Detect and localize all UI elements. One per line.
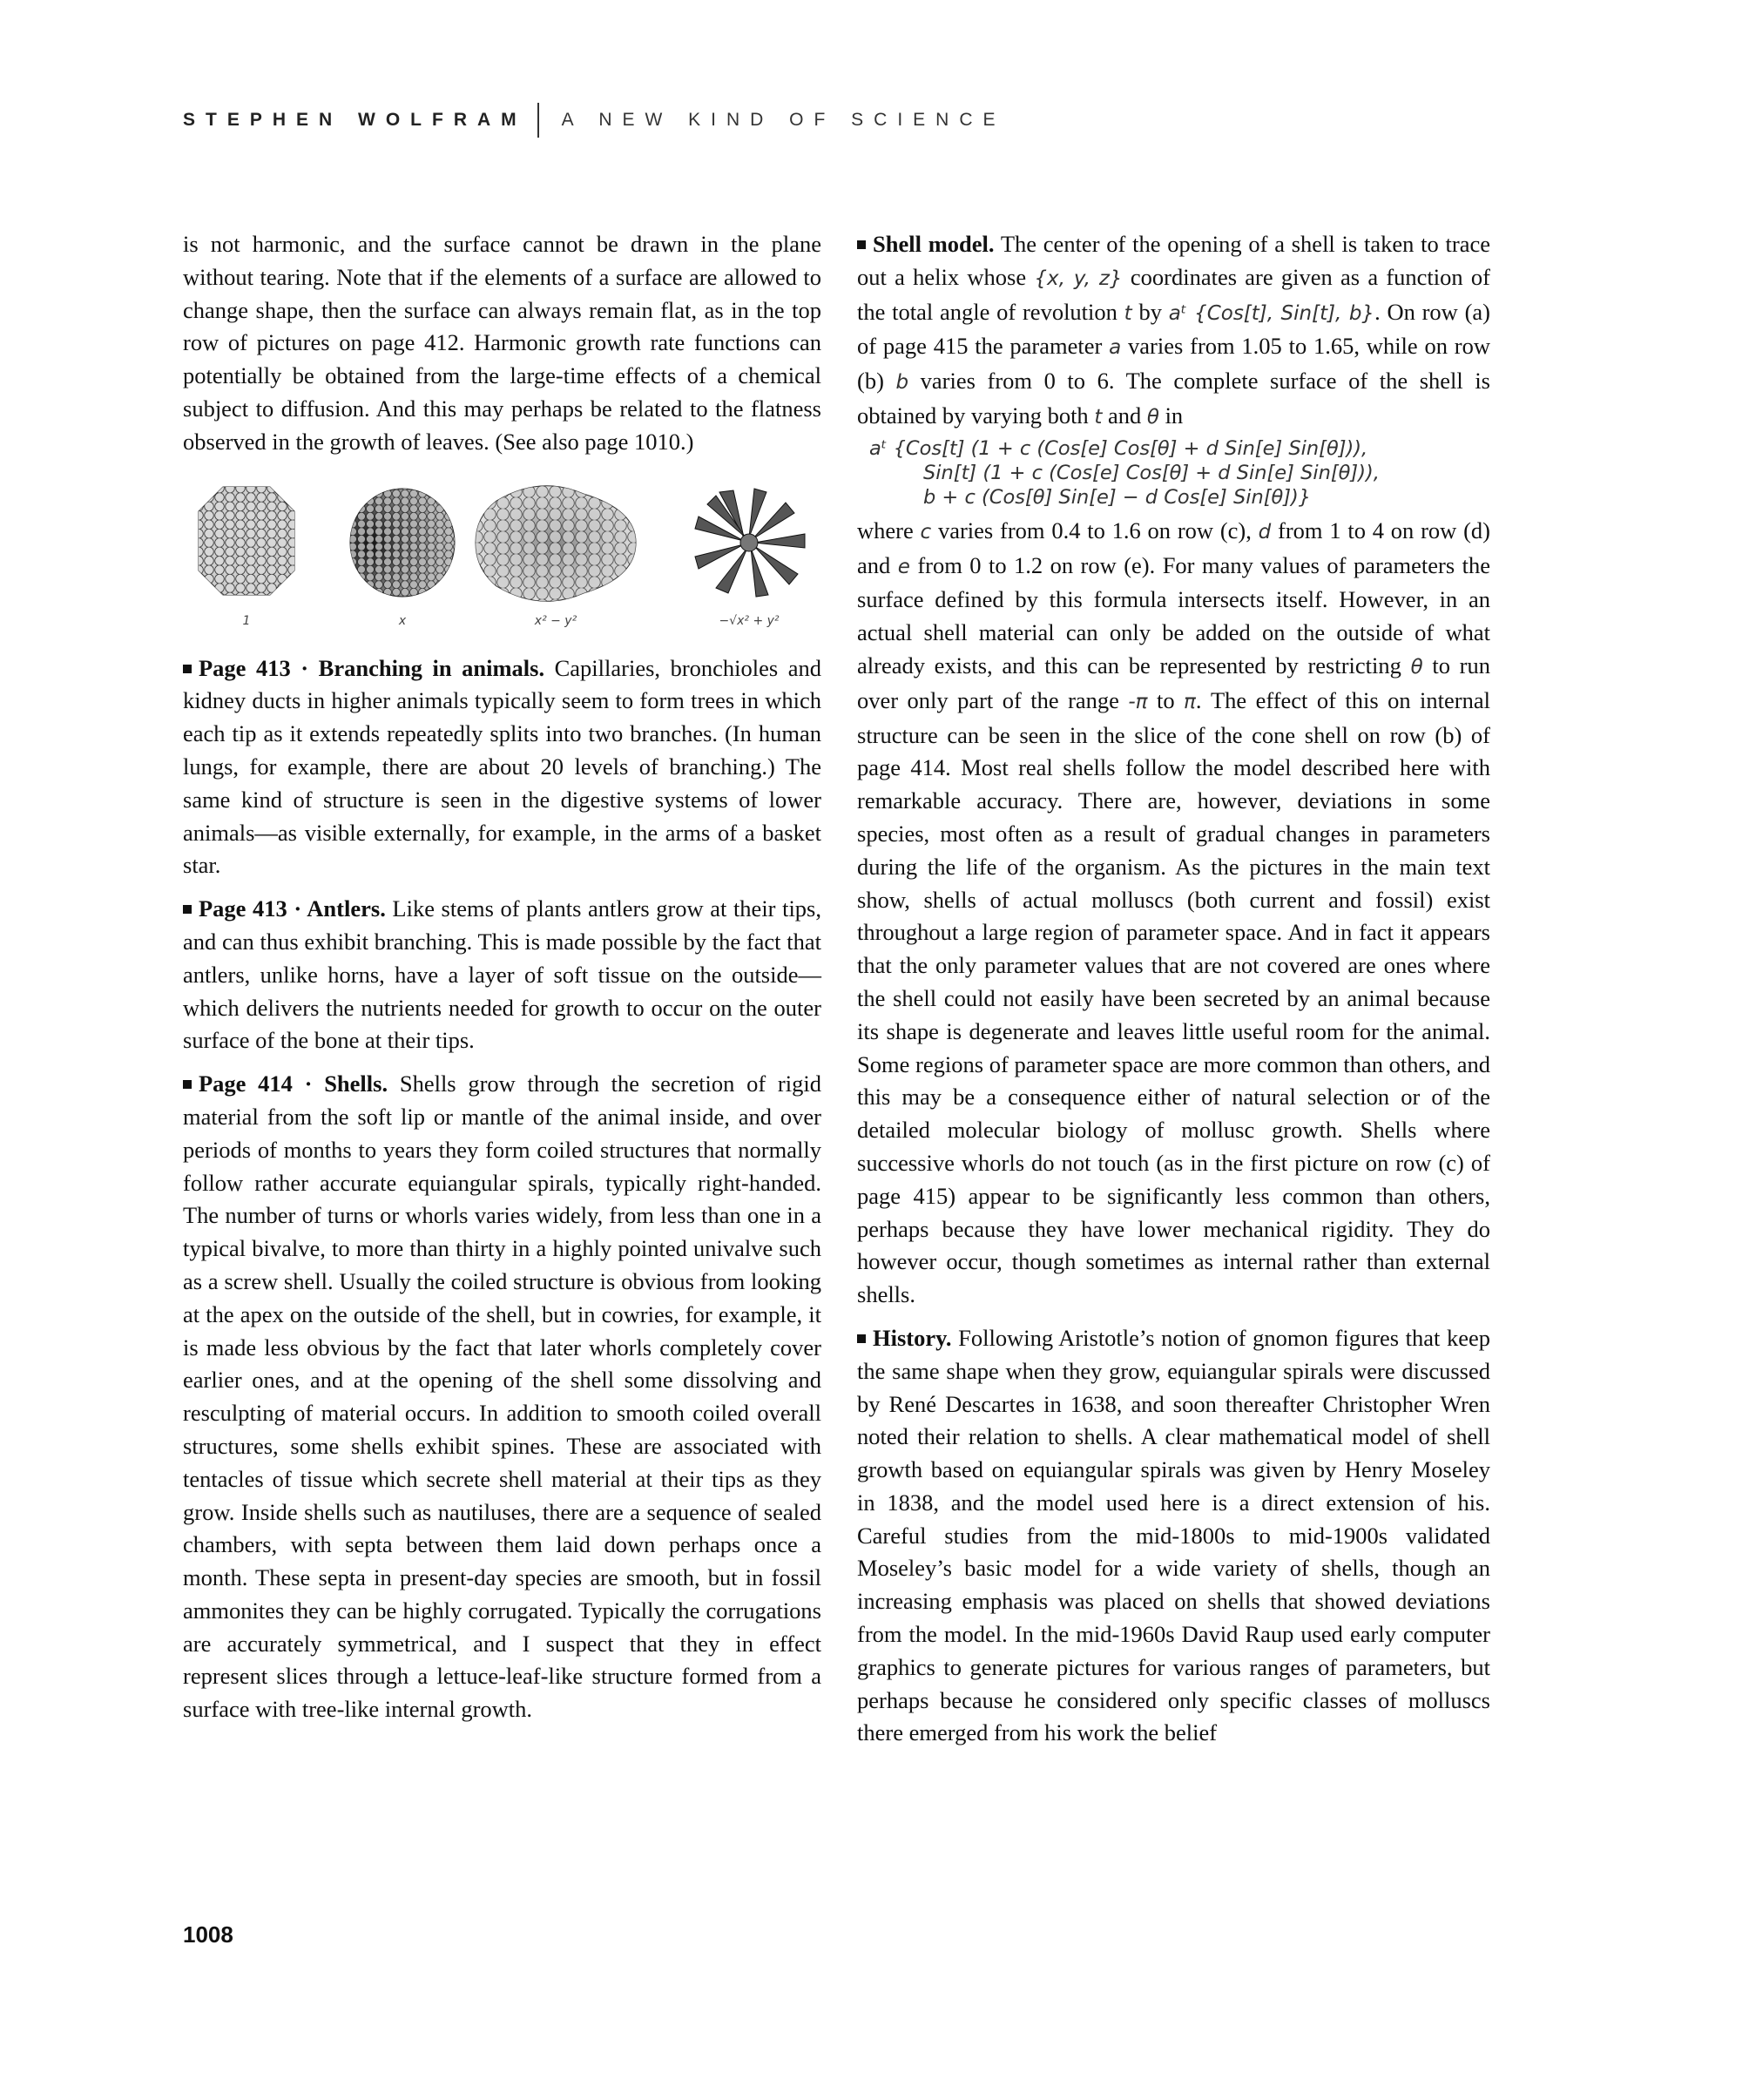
history-note bbox=[857, 1322, 1490, 1750]
bullet-square-icon bbox=[857, 1334, 866, 1343]
antlers-note bbox=[183, 893, 821, 1057]
branching-note bbox=[183, 652, 821, 883]
intro-paragraph: is not harmonic, and the surface cannot be drawn in the plane without tearing. Note that if the elements of a surface are allowed to change shape, then the surface can always remain flat, as in the top row of pictures on page 412. Harmonic growth rate functions can potentially be obtained from the large-time effects of a chemical subject to diffusion. And this may perhaps be related to the flatness observed in the growth of leaves. (See also page 1010.) bbox=[183, 231, 821, 455]
math-inline: d bbox=[1258, 520, 1272, 544]
math-inline: {x, y, z} bbox=[1034, 267, 1123, 290]
torn-growth-shape bbox=[695, 489, 805, 597]
math-inline: aᵗ {Cos[t], Sin[t], b} bbox=[1168, 301, 1375, 325]
text-run: coordinates are given as a function of the total angle of revolution bbox=[857, 263, 1490, 325]
shell-formula bbox=[857, 436, 1490, 510]
text-run: and bbox=[1102, 402, 1147, 429]
author-name: STEPHEN WOLFRAM bbox=[183, 110, 527, 130]
text-run: from 1 to 4 on row (d) and bbox=[857, 517, 1490, 578]
text-run: varies from 1.05 to 1.65, while on row (b) bbox=[857, 333, 1490, 395]
branching-body: Capillaries, bronchioles and kidney ducts in higher animals typically seem to form trees in which each tip as it extends repeatedly splits into two branches. (In human lungs, for example, there are about 20 levels of branching.) The same kind of structure is seen in the digestive systems of lower animals—as visible externally, for example, in the arms of a basket star. bbox=[183, 654, 822, 879]
bullet-square-icon bbox=[857, 240, 866, 249]
text-run: from 0 to 1.2 on row (e). For many values of parameters the surface defined by this formula intersects itself. However, in an actual shell material can only be added on the outside of what already exists, and this can be represented by restricting bbox=[857, 551, 1490, 679]
left-column bbox=[183, 228, 821, 1737]
antlers-body: Like stems of plants antlers grow at their tips, and can thus exhibit branching. This is made possible by the fact that antlers, unlike horns, have a layer of soft tissue on the outside—which delivers the nutrients needed for growth to occur on the outer surface of the bone at their tips. bbox=[183, 895, 821, 1054]
book-title: A NEW KIND OF SCIENCE bbox=[561, 110, 1006, 130]
shell-model-note bbox=[857, 228, 1490, 435]
bullet-square-icon bbox=[183, 905, 192, 914]
text-run: varies from 0 to 6. The complete surface of the shell is obtained by varying both bbox=[857, 368, 1490, 429]
shells-body: Shells grow through the secretion of rigid material from the soft lip or mantle of the animal inside, and over periods of months to years they form coiled structures that normally follow rather accurate equiangular spirals, typically right-handed. The number of turns or whorls varies widely, from less than one in a typical bivalve, to more than thirty in a highly pointed univalve such as a screw shell. Usually the coiled structure is obvious from looking at the apex on the outside of the shell, but in cowries, for example, it is made less obvious by the fact that later whorls completely cover earlier ones, and at the opening of the shell some dissolving and resculpting of material occurs. In addition to smooth coiled overall structures, some shells exhibit spines. These are associated with tentacles of tissue which secrete shell material at their tips as they grow. Inside shells such as nautiluses, there are a sequence of sealed chambers, with septa between them laid down perhaps once a month. These septa in present-day species are smooth, but in fossil ammonites they can be highly corrugated. Typically the corrugations are accurately symmetrical, and I suspect that they in effect represent slices through a lettuce-leaf-like structure formed from a surface with tree-like internal growth. bbox=[183, 1070, 821, 1723]
math-inline: c bbox=[920, 520, 932, 544]
history-body: Following Aristotle’s notion of gnomon figures that keep the same shape when they grow, equiangular spirals were discussed by René Descartes in 1638, and soon thereafter Christopher Wren noted their relation to shells. A clear mathematical model of shell growth based on equiangular spirals was given by Henry Moseley in 1838, and the model used here is a direct extension of his. Careful studies from the mid-1800s to mid-1900s validated Moseley’s basic model for a wide variety of shells, though an increasing emphasis was placed on shells that showed deviations from the model. In the mid-1960s David Raup used early computer graphics to generate pictures for various ranges of parameters, but perhaps because he considered only specific classes of molluscs there emerged from his work the belief bbox=[857, 1324, 1490, 1746]
right-column bbox=[857, 228, 1490, 1760]
math-inline: e bbox=[897, 555, 910, 578]
history-heading: History. bbox=[873, 1324, 952, 1351]
math-inline: π bbox=[1184, 690, 1196, 713]
text-run: where bbox=[857, 517, 921, 544]
shell-model-continuation bbox=[857, 515, 1490, 1312]
header-divider bbox=[537, 103, 539, 138]
growth-patterns-svg bbox=[183, 475, 821, 631]
bullet-square-icon bbox=[183, 1080, 192, 1089]
math-inline: -π bbox=[1128, 690, 1148, 713]
text-run: varies from 0.4 to 1.6 on row (c), bbox=[931, 517, 1259, 544]
text-run: . The effect of this on internal structure can be seen in the slice of the cone shell on row (b) of page 414. Most real shells follow the model described here with remarkable accuracy. There are, however, deviations in some species, most often as a result of gradual changes in parameters during the life of the organism. As the pictures in the main text show, shells of actual molluscs (both current and fossil) exist throughout a large region of parameter space. And in fact it appears that the only parameter values that are not covered are ones where the shell could not easily have been secreted by an animal because its shape is degenerate and leaves little useful room for the animal. Some regions of parameter space are more common than others, and this may be a consequence either of natural selection or of the detailed molecular biology of mollusc growth. Shells where successive whorls do not touch (as in the first picture on row (c) of page 415) appear to be significantly less common than others, perhaps because they have lower mechanical rigidity. They do however occur, though sometimes as internal rather than external shells. bbox=[857, 686, 1490, 1308]
figure-label-sqrt: −√x² + y² bbox=[719, 613, 780, 628]
math-inline: θ bbox=[1410, 655, 1423, 679]
formula-line-1: aᵗ {Cos[t] (1 + c (Cos[e] Cos[θ] + d Sin[e] Sin[θ])), bbox=[869, 436, 1368, 460]
math-inline: t bbox=[1124, 301, 1132, 325]
text-run: to run over only part of the range bbox=[857, 652, 1491, 713]
growth-patterns-figure bbox=[183, 475, 821, 631]
math-inline: θ bbox=[1146, 405, 1159, 429]
text-run: . On row (a) of page 415 the parameter bbox=[857, 298, 1490, 360]
formula-line-2: Sin[t] (1 + c (Cos[e] Cos[θ] + d Sin[e] Sin[θ])), bbox=[923, 461, 1380, 484]
text-run: in bbox=[1158, 402, 1184, 429]
branching-heading: Page 413 · Branching in animals. bbox=[199, 654, 545, 681]
text-run: by bbox=[1131, 298, 1169, 325]
math-inline: t bbox=[1094, 405, 1103, 429]
math-inline: b bbox=[895, 371, 909, 395]
running-head bbox=[183, 103, 1006, 138]
antlers-heading: Page 413 · Antlers. bbox=[199, 895, 386, 922]
page-number: 1008 bbox=[183, 1921, 233, 1948]
figure-label-x: x bbox=[398, 613, 407, 628]
bullet-square-icon bbox=[183, 665, 192, 673]
figure-label-1: 1 bbox=[242, 613, 251, 628]
shells-heading: Page 414 · Shells. bbox=[199, 1070, 388, 1097]
shell-model-heading: Shell model. bbox=[873, 231, 995, 257]
math-inline: a bbox=[1109, 336, 1122, 360]
shells-note bbox=[183, 1068, 821, 1726]
text-run: The center of the opening of a shell is taken to trace out a helix whose bbox=[857, 231, 1490, 290]
figure-label-saddle: x² − y² bbox=[534, 613, 577, 628]
formula-line-3: b + c (Cos[θ] Sin[e] − d Cos[e] Sin[θ])} bbox=[923, 485, 1312, 509]
text-run: to bbox=[1147, 686, 1185, 713]
